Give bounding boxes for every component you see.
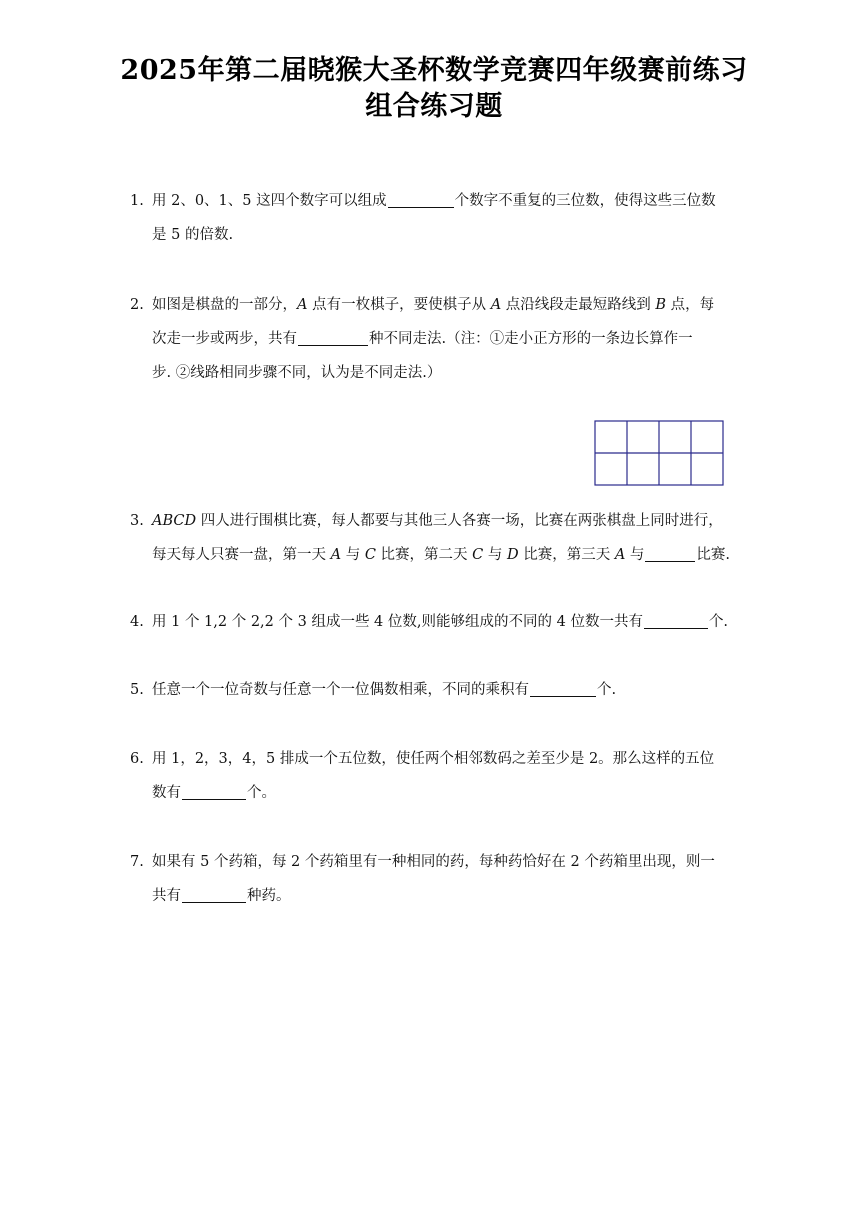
question-number: 3. — [130, 513, 144, 529]
question-7: 7. 如果有 5 个药箱，每 2 个药箱里有一种相同的药，每种药恰好在 2 个药箱里出现，则一 共有 种药。 — [130, 845, 742, 913]
answer-blank — [530, 682, 596, 698]
answer-blank — [388, 193, 454, 209]
question-4: 4. 用 1 个 1,2 个 2,2 个 3 组成一些 4 位数,则能够组成的不同的 4 位数一共有 个. — [130, 605, 742, 639]
answer-blank — [182, 785, 246, 801]
page-subtitle: 组合练习题 — [365, 91, 503, 122]
question-number: 1. — [130, 193, 144, 209]
question-2: 2. 如图是棋盘的一部分，A 点有一枚棋子，要使棋子从 A 点沿线段走最短路线到 B 点，每 次走一步或两步，共有 种不同走法.（注：①走小正方形的一条边长算作一 步. ②线路相同步骤不同，认为是不同走法.） — [130, 288, 742, 390]
page-title: 2025年第二届晓猴大圣杯数学竞赛四年级赛前练习 — [120, 55, 748, 86]
question-number: 7. — [130, 854, 144, 870]
question-number: 6. — [130, 751, 144, 767]
question-number: 4. — [130, 614, 144, 630]
question-5: 5. 任意一个一位奇数与任意一个一位偶数相乘，不同的乘积有 个. — [130, 673, 742, 707]
question-1: 1. 用 2、0、1、5 这四个数字可以组成 个数字不重复的三位数，使得这些三位数 是 5 的倍数. — [130, 184, 742, 252]
question-3: 3. ABCD 四人进行围棋比赛，每人都要与其他三人各赛一场，比赛在两张棋盘上同时进行， 每天每人只赛一盘，第一天 A 与 C 比赛，第二天 C 与 D 比赛，第三天 A 与 比赛. — [130, 504, 742, 572]
answer-blank — [644, 614, 708, 630]
chessboard-figure — [570, 398, 750, 498]
question-6: 6. 用 1，2，3，4，5 排成一个五位数，使任两个相邻数码之差至少是 2。那么这样的五位 数有 个。 — [130, 742, 742, 810]
answer-blank — [645, 547, 695, 563]
answer-blank — [298, 331, 368, 347]
answer-blank — [182, 888, 246, 904]
question-number: 2. — [130, 297, 144, 313]
question-number: 5. — [130, 682, 144, 698]
